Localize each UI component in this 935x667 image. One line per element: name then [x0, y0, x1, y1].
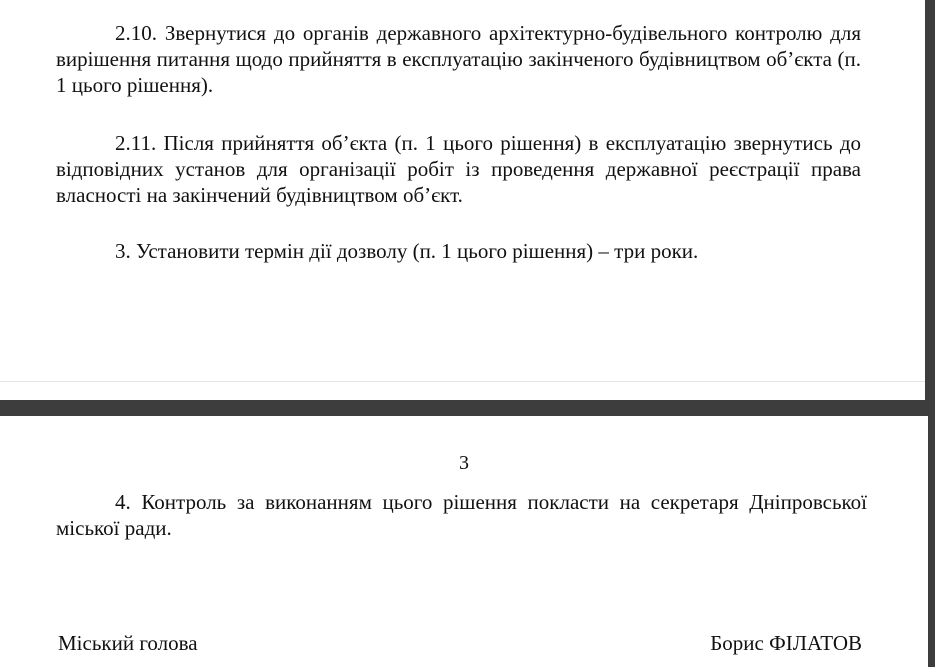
paragraph-4 [56, 489, 867, 541]
paragraph-4-text: 4. Контроль за виконанням цього рішення покласти на секретаря Дніпровської міської ради. [56, 490, 867, 540]
paragraph-3 [56, 238, 861, 264]
paragraph-2-11 [56, 130, 861, 208]
paragraph-2-10 [56, 20, 861, 98]
page-3 [0, 416, 928, 667]
faint-stamp-mark [688, 660, 838, 667]
signature-title: Міський голова [58, 631, 198, 655]
paragraph-3-text: 3. Установити термін дії дозволу (п. 1 цього рішення) – три роки. [115, 239, 699, 263]
signature-name: Борис ФІЛАТОВ [710, 631, 862, 655]
paragraph-2-11-text: 2.11. Після прийняття об’єкта (п. 1 цього рішення) в експлуатацію звернутись до відповідних установ для організації робіт із проведення державної реєстрації права власності на закінчений будівництвом об’єкт. [56, 131, 861, 207]
paragraph-2-10-text: 2.10. Звернутися до органів державного архітектурно-будівельного контролю для вирішення питання щодо прийняття в експлуатацію закінченого будівництвом об’єкта (п. 1 цього рішення). [56, 21, 861, 97]
page-number: 3 [459, 452, 469, 474]
